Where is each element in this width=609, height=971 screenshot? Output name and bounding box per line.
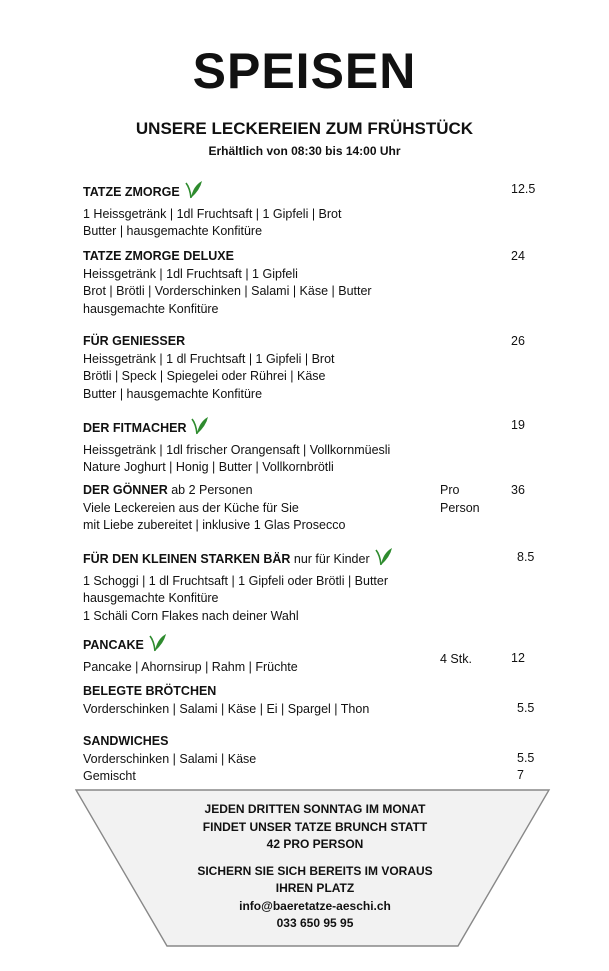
item-description: mit Liebe zubereitet | inklusive 1 Glas Prosecco (83, 518, 346, 532)
item-price: 36 (511, 483, 525, 497)
item-description: Pancake | Ahornsirup | Rahm | Früchte (83, 659, 298, 674)
item-price: 12.5 (511, 182, 536, 196)
item-name: TATZE ZMORGE DELUXE (83, 249, 234, 263)
section-subtitle: UNSERE LECKEREIEN ZUM FRÜHSTÜCK (135, 119, 474, 138)
menu-item-belegte-broetchen (83, 683, 543, 718)
item-price: 19 (511, 418, 525, 432)
item-name: PANCAKE (83, 638, 144, 652)
item-description: Nature Joghurt | Honig | Butter | Vollkornbrötli (83, 460, 334, 474)
item-description: hausgemachte Konfitüre (83, 301, 219, 316)
item-unit-line: Person (440, 500, 480, 515)
vegetarian-leaf-icon (372, 547, 394, 573)
item-description: Brot | Brötli | Vorderschinken | Salami | Käse | Butter (83, 284, 372, 298)
item-price: 5.5 (517, 701, 535, 715)
brunch-line: JEDEN DRITTEN SONNTAG IM MONAT (204, 802, 426, 816)
item-name: SANDWICHES (83, 734, 169, 748)
brunch-phone[interactable]: 033 650 95 95 (276, 916, 354, 930)
menu-item-tatze-zmorge (83, 180, 543, 241)
item-price: 8.5 (517, 550, 535, 564)
item-price: 5.5 (517, 751, 535, 765)
item-price: 7 (517, 768, 524, 782)
item-description: Heissgetränk | 1 dl Fruchtsaft | 1 Gipfeli | Brot (83, 351, 335, 366)
menu-item-pancake (83, 633, 543, 676)
opening-hours: Erhältlich von 08:30 bis 14:00 Uhr (208, 144, 401, 158)
item-unit: 4 Stk. (440, 652, 472, 666)
item-description: 1 Heissgetränk | 1dl Fruchtsaft | 1 Gipfeli | Brot (83, 206, 342, 221)
item-description: 1 Schäli Corn Flakes nach deiner Wahl (83, 608, 299, 623)
brunch-info (150, 801, 480, 933)
item-name: TATZE ZMORGE (83, 185, 180, 199)
item-note: nur für Kinder (290, 552, 370, 566)
menu-item-tatze-zmorge-deluxe (83, 248, 543, 318)
item-price: 12 (511, 651, 525, 665)
brunch-line: IHREN PLATZ (275, 881, 355, 895)
menu-item-kleinen-starken-baer (83, 547, 543, 625)
item-note: ab 2 Personen (167, 483, 253, 497)
item-name: FÜR GENIESSER (83, 334, 186, 348)
item-unit-line: Pro (440, 483, 460, 497)
brunch-price: 42 PRO PERSON (266, 837, 364, 851)
item-name: BELEGTE BRÖTCHEN (83, 684, 217, 698)
vegetarian-leaf-icon (146, 633, 168, 659)
menu-item-sandwiches (83, 733, 543, 786)
item-description: Gemischt (83, 769, 136, 783)
item-price: 24 (511, 249, 525, 263)
item-description: 1 Schoggi | 1 dl Fruchtsaft | 1 Gipfeli oder Brötli | Butter (83, 573, 389, 588)
item-description: Heissgetränk | 1dl frischer Orangensaft | Vollkornmüesli (83, 442, 391, 457)
brunch-email[interactable]: info@baeretatze-aeschi.ch (239, 898, 391, 913)
item-description: Brötli | Speck | Spiegelei oder Rührei | Käse (83, 369, 326, 383)
item-name: DER GÖNNER (83, 483, 168, 497)
item-description: Vorderschinken | Salami | Käse (83, 751, 257, 766)
item-description: Heissgetränk | 1dl Fruchtsaft | 1 Gipfeli (83, 266, 298, 281)
brunch-line: SICHERN SIE SICH BEREITS IM VORAUS (197, 863, 433, 878)
item-name: FÜR DEN KLEINEN STARKEN BÄR (83, 552, 291, 566)
item-description: Butter | hausgemachte Konfitüre (83, 386, 263, 401)
item-unit (440, 482, 480, 517)
menu-item-fuer-geniesser (83, 333, 543, 403)
item-description: Viele Leckereien aus der Küche für Sie (83, 500, 299, 515)
item-name: DER FITMACHER (83, 421, 187, 435)
item-description: Vorderschinken | Salami | Käse | Ei | Spargel | Thon (83, 701, 370, 716)
item-description: hausgemachte Konfitüre (83, 591, 219, 605)
vegetarian-leaf-icon (188, 416, 210, 442)
menu-item-der-fitmacher (83, 416, 543, 477)
item-price: 26 (511, 334, 525, 348)
page-title: SPEISEN (192, 43, 417, 99)
item-description: Butter | hausgemachte Konfitüre (83, 224, 263, 238)
vegetarian-leaf-icon (182, 180, 204, 206)
brunch-line: FINDET UNSER TATZE BRUNCH STATT (202, 819, 428, 834)
